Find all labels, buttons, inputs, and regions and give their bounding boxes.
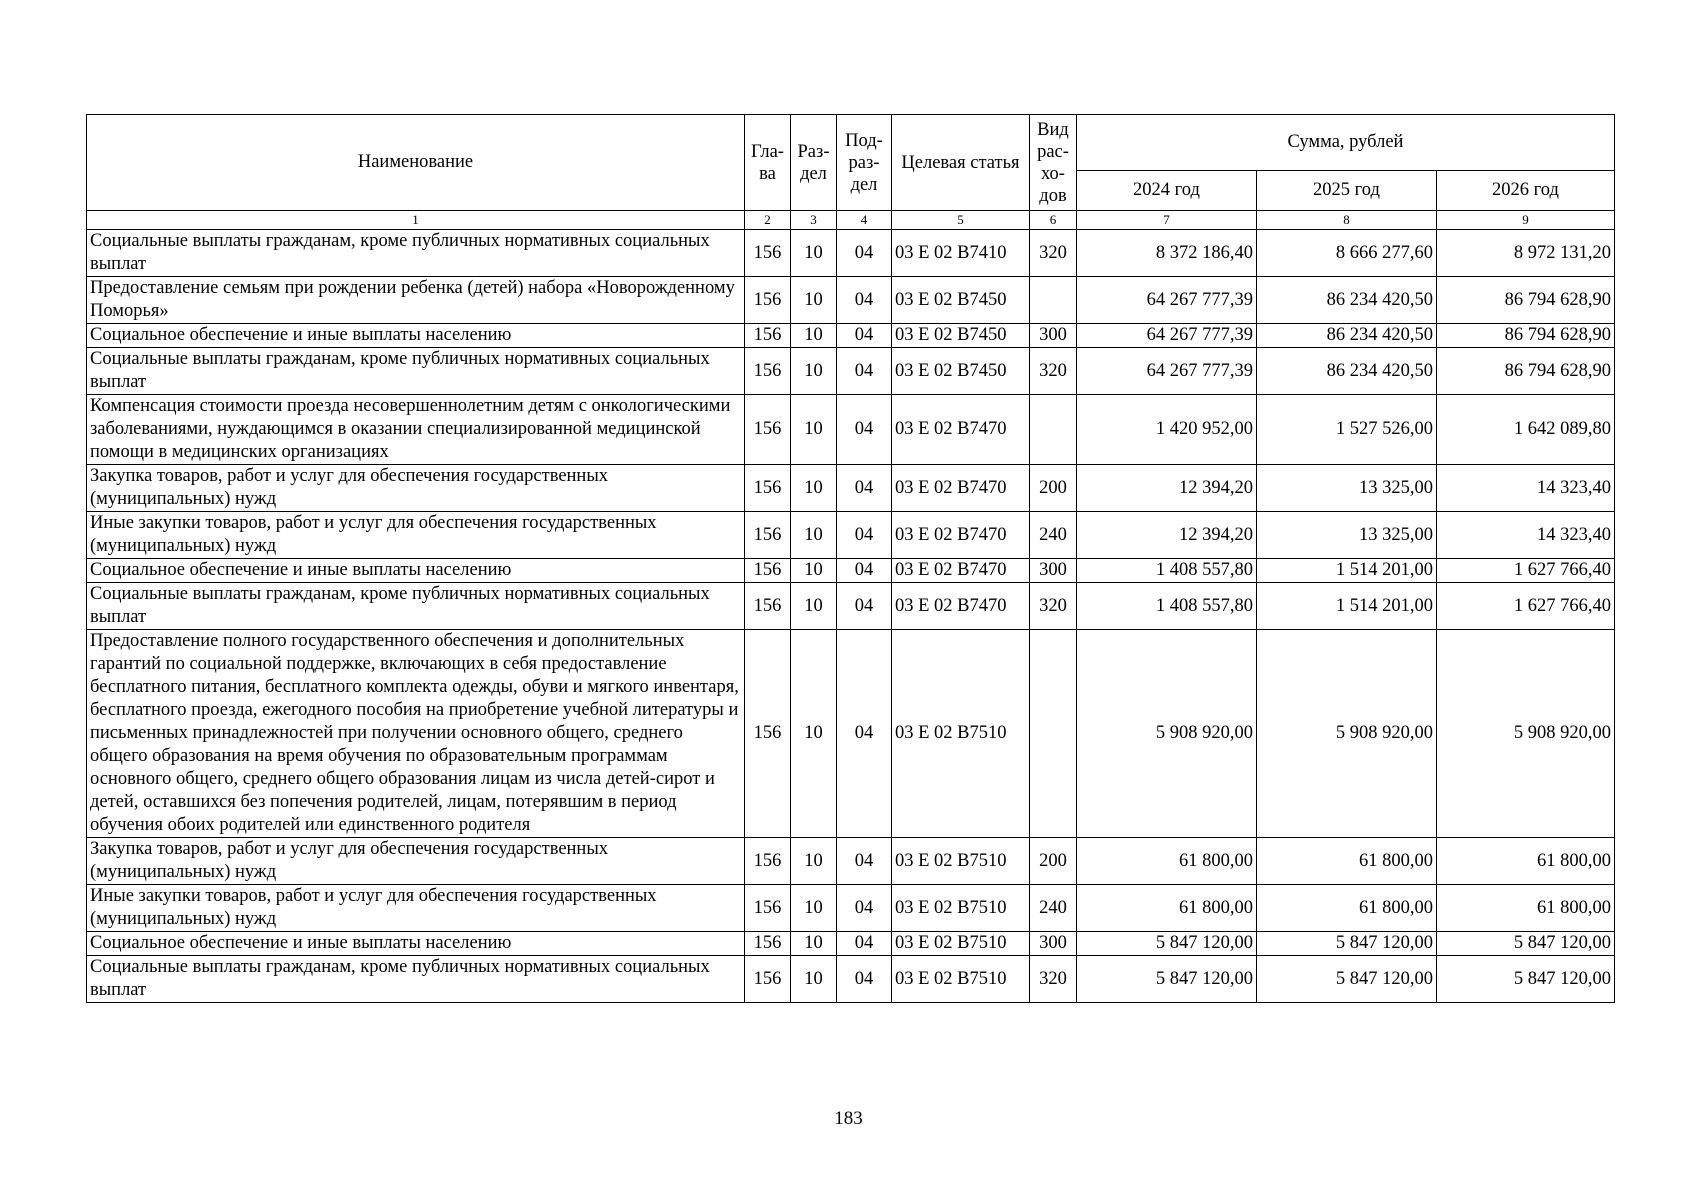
row-sum-2025: 8 666 277,60 — [1257, 230, 1437, 277]
row-chapter: 156 — [745, 630, 791, 838]
row-expense-type: 240 — [1030, 885, 1077, 932]
row-sum-2024: 64 267 777,39 — [1077, 277, 1257, 324]
row-target-article: 03 Е 02 В7510 — [892, 885, 1030, 932]
table-row — [87, 885, 1615, 932]
row-name: Закупка товаров, работ и услуг для обеспечения государственных (муниципальных) нужд — [87, 838, 745, 885]
header-target-article: Целевая статья — [892, 115, 1030, 211]
column-number: 5 — [892, 211, 1030, 230]
row-sum-2024: 64 267 777,39 — [1077, 324, 1257, 348]
header-chapter: Гла-ва — [745, 115, 791, 211]
row-sum-2026: 5 908 920,00 — [1437, 630, 1615, 838]
row-sum-2026: 5 847 120,00 — [1437, 932, 1615, 956]
row-name: Социальное обеспечение и иные выплаты населению — [87, 932, 745, 956]
row-sum-2025: 5 847 120,00 — [1257, 956, 1437, 1003]
row-sum-2024: 8 372 186,40 — [1077, 230, 1257, 277]
row-sum-2024: 5 847 120,00 — [1077, 932, 1257, 956]
column-number: 8 — [1257, 211, 1437, 230]
row-section: 10 — [791, 230, 837, 277]
row-chapter: 156 — [745, 465, 791, 512]
row-section: 10 — [791, 277, 837, 324]
row-sum-2025: 13 325,00 — [1257, 512, 1437, 559]
header-year-2025: 2025 год — [1257, 171, 1437, 211]
table-row — [87, 395, 1615, 465]
column-number: 7 — [1077, 211, 1257, 230]
row-subsection: 04 — [837, 838, 892, 885]
row-section: 10 — [791, 324, 837, 348]
row-subsection: 04 — [837, 932, 892, 956]
row-sum-2024: 12 394,20 — [1077, 512, 1257, 559]
column-number: 1 — [87, 211, 745, 230]
row-subsection: 04 — [837, 324, 892, 348]
row-sum-2024: 1 420 952,00 — [1077, 395, 1257, 465]
row-sum-2024: 1 408 557,80 — [1077, 583, 1257, 630]
column-number: 3 — [791, 211, 837, 230]
row-expense-type: 240 — [1030, 512, 1077, 559]
table-row — [87, 348, 1615, 395]
row-expense-type: 320 — [1030, 230, 1077, 277]
row-sum-2025: 86 234 420,50 — [1257, 324, 1437, 348]
row-expense-type — [1030, 395, 1077, 465]
row-sum-2026: 14 323,40 — [1437, 465, 1615, 512]
row-section: 10 — [791, 583, 837, 630]
row-subsection: 04 — [837, 348, 892, 395]
row-section: 10 — [791, 630, 837, 838]
table-row — [87, 583, 1615, 630]
row-sum-2026: 8 972 131,20 — [1437, 230, 1615, 277]
row-target-article: 03 Е 02 В7510 — [892, 932, 1030, 956]
row-chapter: 156 — [745, 583, 791, 630]
row-target-article: 03 Е 02 В7470 — [892, 559, 1030, 583]
column-number: 2 — [745, 211, 791, 230]
row-chapter: 156 — [745, 395, 791, 465]
table-row — [87, 465, 1615, 512]
row-section: 10 — [791, 956, 837, 1003]
table-row — [87, 838, 1615, 885]
column-number-row — [87, 211, 1615, 230]
row-sum-2026: 14 323,40 — [1437, 512, 1615, 559]
row-section: 10 — [791, 559, 837, 583]
row-chapter: 156 — [745, 932, 791, 956]
row-sum-2025: 1 514 201,00 — [1257, 583, 1437, 630]
row-name: Социальные выплаты гражданам, кроме публичных нормативных социальных выплат — [87, 583, 745, 630]
row-target-article: 03 Е 02 В7470 — [892, 395, 1030, 465]
column-number: 6 — [1030, 211, 1077, 230]
row-target-article: 03 Е 02 В7510 — [892, 838, 1030, 885]
row-chapter: 156 — [745, 956, 791, 1003]
row-name: Закупка товаров, работ и услуг для обеспечения государственных (муниципальных) нужд — [87, 465, 745, 512]
row-chapter: 156 — [745, 230, 791, 277]
row-sum-2025: 1 514 201,00 — [1257, 559, 1437, 583]
page-number: 183 — [834, 1108, 863, 1129]
row-section: 10 — [791, 885, 837, 932]
row-target-article: 03 Е 02 В7450 — [892, 277, 1030, 324]
row-name: Иные закупки товаров, работ и услуг для обеспечения государственных (муниципальных) нужд — [87, 885, 745, 932]
row-chapter: 156 — [745, 838, 791, 885]
row-chapter: 156 — [745, 559, 791, 583]
row-sum-2026: 1 627 766,40 — [1437, 583, 1615, 630]
row-name: Социальное обеспечение и иные выплаты населению — [87, 559, 745, 583]
table-row — [87, 559, 1615, 583]
row-target-article: 03 Е 02 В7410 — [892, 230, 1030, 277]
row-sum-2025: 5 908 920,00 — [1257, 630, 1437, 838]
row-name: Социальные выплаты гражданам, кроме публичных нормативных социальных выплат — [87, 348, 745, 395]
row-section: 10 — [791, 348, 837, 395]
row-chapter: 156 — [745, 348, 791, 395]
row-sum-2024: 5 908 920,00 — [1077, 630, 1257, 838]
header-expense-type: Вид рас-хо-дов — [1030, 115, 1077, 211]
row-chapter: 156 — [745, 512, 791, 559]
table-row — [87, 324, 1615, 348]
row-subsection: 04 — [837, 956, 892, 1003]
table-header — [87, 115, 1615, 230]
header-year-2024: 2024 год — [1077, 171, 1257, 211]
column-number: 9 — [1437, 211, 1615, 230]
row-target-article: 03 Е 02 В7510 — [892, 956, 1030, 1003]
row-sum-2025: 5 847 120,00 — [1257, 932, 1437, 956]
row-subsection: 04 — [837, 630, 892, 838]
row-name: Социальные выплаты гражданам, кроме публичных нормативных социальных выплат — [87, 230, 745, 277]
row-target-article: 03 Е 02 В7470 — [892, 465, 1030, 512]
row-subsection: 04 — [837, 465, 892, 512]
row-expense-type — [1030, 277, 1077, 324]
table-row — [87, 230, 1615, 277]
table-row — [87, 956, 1615, 1003]
row-section: 10 — [791, 512, 837, 559]
table-row — [87, 630, 1615, 838]
row-name: Социальные выплаты гражданам, кроме публичных нормативных социальных выплат — [87, 956, 745, 1003]
row-sum-2024: 1 408 557,80 — [1077, 559, 1257, 583]
row-name: Социальное обеспечение и иные выплаты населению — [87, 324, 745, 348]
row-sum-2025: 1 527 526,00 — [1257, 395, 1437, 465]
header-section: Раз-дел — [791, 115, 837, 211]
row-section: 10 — [791, 465, 837, 512]
table-row — [87, 932, 1615, 956]
row-sum-2024: 61 800,00 — [1077, 838, 1257, 885]
row-sum-2025: 61 800,00 — [1257, 838, 1437, 885]
row-subsection: 04 — [837, 559, 892, 583]
row-sum-2026: 86 794 628,90 — [1437, 324, 1615, 348]
row-sum-2026: 5 847 120,00 — [1437, 956, 1615, 1003]
row-section: 10 — [791, 395, 837, 465]
row-section: 10 — [791, 838, 837, 885]
row-expense-type: 300 — [1030, 559, 1077, 583]
row-sum-2026: 86 794 628,90 — [1437, 348, 1615, 395]
row-name: Предоставление полного государственного обеспечения и дополнительных гарантий по социальной поддержке, включающих в себя предоставление бесплатного питания, бесплатного комплекта одежды, обуви и мягкого инвентаря, бесплатного проезда, ежегодного пособия на приобретение учебной литературы и письменных принадлежностей при получении основного общего, среднего общего образования на время обучения по образовательным программам основного общего, среднего общего образования лицам из числа детей-сирот и детей, оставшихся без попечения родителей, лицам, потерявшим в период обучения обоих родителей или единственного родителя — [87, 630, 745, 838]
row-sum-2024: 61 800,00 — [1077, 885, 1257, 932]
row-sum-2026: 86 794 628,90 — [1437, 277, 1615, 324]
row-target-article: 03 Е 02 В7510 — [892, 630, 1030, 838]
row-sum-2024: 5 847 120,00 — [1077, 956, 1257, 1003]
budget-table — [86, 114, 1615, 1003]
row-name: Компенсация стоимости проезда несовершеннолетним детям с онкологическими заболеваниями, нуждающимся в оказании специализированной медицинской помощи в медицинских организациях — [87, 395, 745, 465]
row-sum-2026: 61 800,00 — [1437, 885, 1615, 932]
row-subsection: 04 — [837, 395, 892, 465]
row-sum-2024: 12 394,20 — [1077, 465, 1257, 512]
row-section: 10 — [791, 932, 837, 956]
row-name: Предоставление семьям при рождении ребенка (детей) набора «Новорожденному Поморья» — [87, 277, 745, 324]
header-sum: Сумма, рублей — [1077, 115, 1615, 171]
table-row — [87, 512, 1615, 559]
row-expense-type: 300 — [1030, 932, 1077, 956]
table-body — [87, 230, 1615, 1003]
row-target-article: 03 Е 02 В7470 — [892, 583, 1030, 630]
row-subsection: 04 — [837, 512, 892, 559]
row-subsection: 04 — [837, 230, 892, 277]
row-sum-2026: 61 800,00 — [1437, 838, 1615, 885]
header-subsection: Под-раз-дел — [837, 115, 892, 211]
row-sum-2025: 86 234 420,50 — [1257, 348, 1437, 395]
row-expense-type: 200 — [1030, 838, 1077, 885]
row-sum-2024: 64 267 777,39 — [1077, 348, 1257, 395]
row-expense-type: 320 — [1030, 583, 1077, 630]
row-expense-type: 200 — [1030, 465, 1077, 512]
row-sum-2026: 1 627 766,40 — [1437, 559, 1615, 583]
header-year-2026: 2026 год — [1437, 171, 1615, 211]
column-number: 4 — [837, 211, 892, 230]
row-sum-2025: 61 800,00 — [1257, 885, 1437, 932]
row-expense-type: 320 — [1030, 348, 1077, 395]
row-chapter: 156 — [745, 885, 791, 932]
header-name: Наименование — [87, 115, 745, 211]
row-expense-type — [1030, 630, 1077, 838]
row-expense-type: 300 — [1030, 324, 1077, 348]
row-target-article: 03 Е 02 В7450 — [892, 324, 1030, 348]
row-subsection: 04 — [837, 277, 892, 324]
row-sum-2026: 1 642 089,80 — [1437, 395, 1615, 465]
row-name: Иные закупки товаров, работ и услуг для обеспечения государственных (муниципальных) нужд — [87, 512, 745, 559]
row-subsection: 04 — [837, 583, 892, 630]
row-chapter: 156 — [745, 324, 791, 348]
row-target-article: 03 Е 02 В7470 — [892, 512, 1030, 559]
table-row — [87, 277, 1615, 324]
row-target-article: 03 Е 02 В7450 — [892, 348, 1030, 395]
row-subsection: 04 — [837, 885, 892, 932]
row-chapter: 156 — [745, 277, 791, 324]
row-expense-type: 320 — [1030, 956, 1077, 1003]
row-sum-2025: 86 234 420,50 — [1257, 277, 1437, 324]
row-sum-2025: 13 325,00 — [1257, 465, 1437, 512]
